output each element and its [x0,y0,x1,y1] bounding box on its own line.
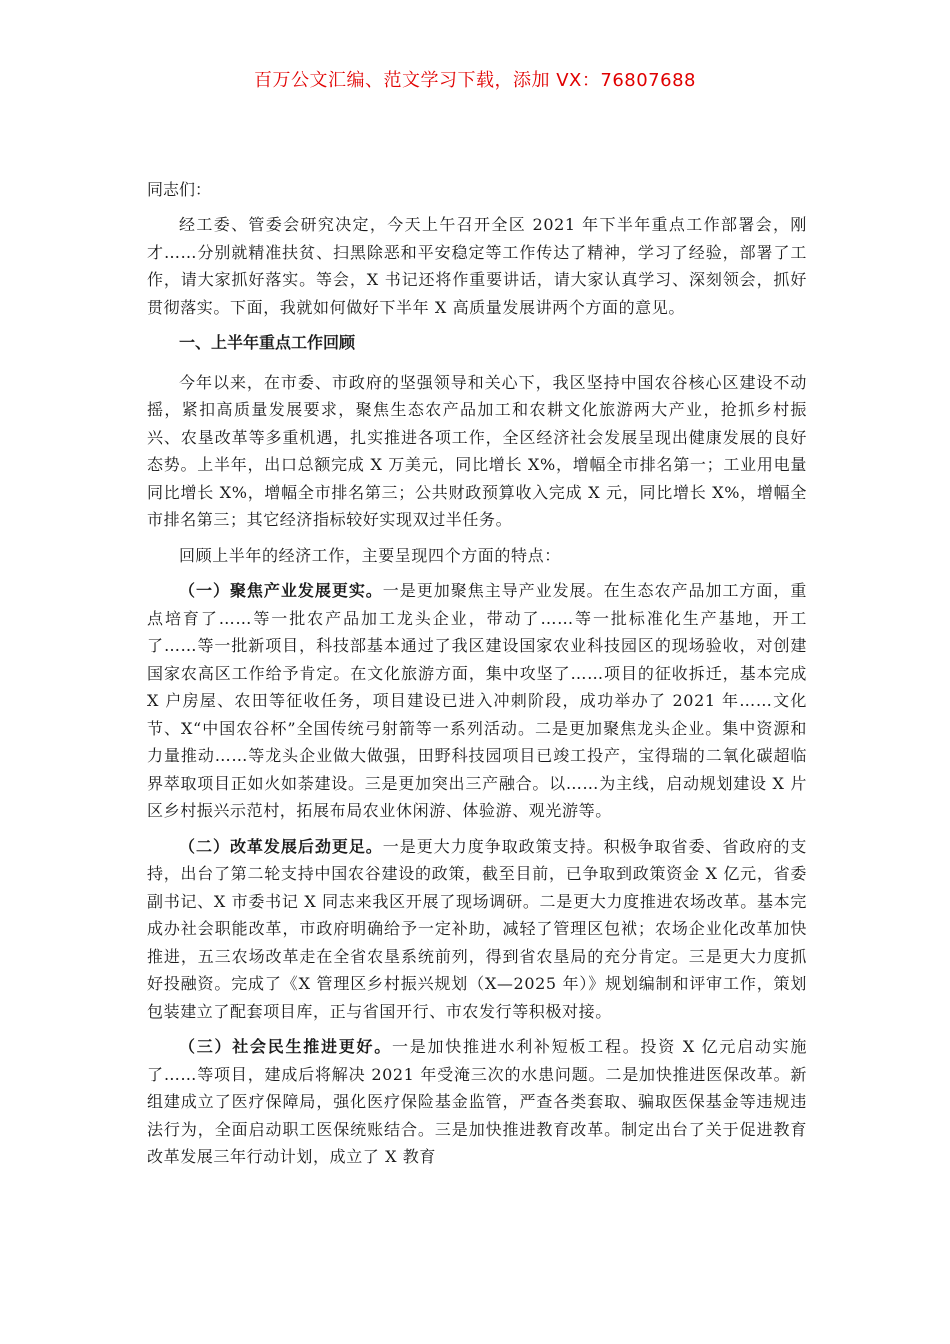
salutation: 同志们： [147,180,212,199]
subheading-reform: （二）改革发展后劲更足。 [179,836,383,856]
paragraph-intro: 经工委、管委会研究决定，今天上午召开全区 2021 年下半年重点工作部署会，刚才……分别就精准扶贫、扫黑除恶和平安稳定等工作传达了精神，学习了经验，部署了工作，请大家抓好落实。等会，X 书记还将作重要讲话，请大家认真学习、深刻领会，抓好贯彻落实。下面，我就如何做好下半年 X 高质量发展讲两个方面的意见。 [147,215,807,317]
subheading-industry: （一）聚焦产业发展更实。 [179,581,383,600]
document-body [147,176,807,1179]
paragraph-livelihood [147,1033,807,1171]
text-reform: 一是更大力度争取政策支持。积极争取省委、省政府的支持，出台了第二轮支持中国农谷建设的政策，截至目前，已争取到政策资金 X 亿元，省委副书记、X 市委书记 X 同志来我区开展了现场调研。二是更大力度推进农场改革。基本完成办社会职能改革，市政府明确给予一定补助，减轻了管理区包袱；农场企业化改革加快推进，五三农场改革走在全省农垦系统前列，得到省农垦局的充分肯定。三是更大力度抓好投融资。完成了《X 管理区乡村振兴规划（X—2025 年）》规划编制和评审工作，策划包装建立了配套项目库，正与省国开行、市农发行等积极对接。 [147,836,807,1021]
paragraph-features-intro: 回顾上半年的经济工作，主要呈现四个方面的特点： [179,545,561,565]
section-heading-review: 一、上半年重点工作回顾 [179,333,356,352]
subheading-livelihood: （三）社会民生推进更好。 [179,1037,392,1056]
paragraph-reform [147,833,807,1026]
paragraph-industry [147,577,807,825]
text-livelihood: 一是加快推进水利补短板工程。投资 X 亿元启动实施了……等项目，建成后将解决 2021 年受淹三次的水患问题。二是加快推进医保改革。新组建成立了医疗保障局，强化医疗保险基金监管，严查各类套取、骗取医保基金等违规违法行为，全面启动职工医保统账结合。三是加快推进教育改革。制定出台了关于促进教育改革发展三年行动计划，成立了 X 教育 [147,1037,807,1166]
paragraph-overview: 今年以来，在市委、市政府的坚强领导和关心下，我区坚持中国农谷核心区建设不动摇，紧扣高质量发展要求，聚焦生态农产品加工和农耕文化旅游两大产业，抢抓乡村振兴、农垦改革等多重机遇，扎实推进各项工作，全区经济社会发展呈现出健康发展的良好态势。上半年，出口总额完成 X 万美元，同比增长 X%，增幅全市排名第一；工业用电量同比增长 X%，增幅全市排名第三；公共财政预算收入完成 X 元，同比增长 X%，增幅全市排名第三；其它经济指标较好实现双过半任务。 [147,372,807,529]
watermark-header: 百万公文汇编、范文学习下载，添加 VX：76807688 [254,70,696,91]
text-industry: 一是更加聚焦主导产业发展。在生态农产品加工方面，重点培育了……等一批农产品加工龙头企业，带动了……等一批标准化生产基地，开工了……等一批新项目，科技部基本通过了我区建设国家农业科技园区的现场验收，对创建国家农高区工作给予肯定。在文化旅游方面，集中攻坚了……项目的征收拆迁，基本完成 X 户房屋、农田等征收任务，项目建设已进入冲刺阶段，成功举办了 2021 年……文化节、X“中国农谷杯”全国传统弓射箭等一系列活动。二是更加聚焦龙头企业。集中资源和力量推动……等龙头企业做大做强，田野科技园项目已竣工投产，宝得瑞的二氧化碳超临界萃取项目正如火如荼建设。三是更加突出三产融合。以……为主线，启动规划建设 X 片区乡村振兴示范村，拓展布局农业休闲游、体验游、观光游等。 [147,581,807,820]
